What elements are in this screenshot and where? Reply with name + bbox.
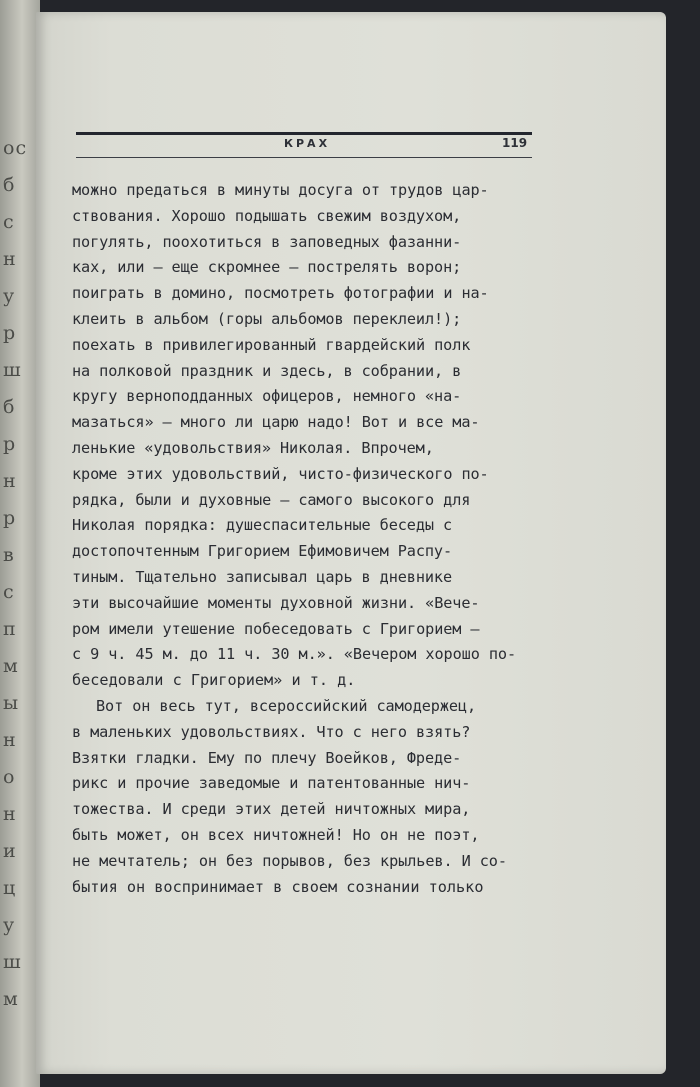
text-line: с 9 ч. 45 м. до 11 ч. 30 м.». «Вечером хорошо по- xyxy=(72,645,517,664)
text-line: тожества. И среди этих детей ничтожных мира, xyxy=(72,800,471,819)
text-line: на полковой праздник и здесь, в собрании, в xyxy=(72,361,462,380)
text-line: погулять, поохотиться в заповедных фазанни- xyxy=(72,232,462,251)
text-line: рикс и прочие заведомые и патентованные нич- xyxy=(72,774,471,793)
header-rule-thin xyxy=(76,157,532,158)
body-text xyxy=(72,178,542,900)
text-line: кругу верноподданных офицеров, немного «на- xyxy=(72,387,462,406)
text-line: кроме этих удовольствий, чисто-физического по- xyxy=(72,464,489,483)
text-line: рядка, были и духовные — самого высокого для xyxy=(72,490,471,509)
running-head: КРАХ xyxy=(284,137,331,150)
text-line: достопочтенным Григорием Ефимовичем Распу- xyxy=(72,542,453,561)
text-line: Вот он весь тут, всероссийский самодержец, xyxy=(96,696,477,715)
text-line: ках, или — еще скромнее — пострелять ворон; xyxy=(72,258,462,277)
text-line: ром имели утешение побеседовать с Григорием — xyxy=(72,619,480,638)
text-line: быть может, он всех ничтожней! Но он не поэт, xyxy=(72,825,480,844)
text-line: клеить в альбом (горы альбомов переклеил!); xyxy=(72,309,462,328)
previous-page-text-fragment: ос б с н у р ш б р н р в с п м ы н о н и ц у ш м xyxy=(3,137,28,1010)
text-line: в маленьких удовольствиях. Что с него взять? xyxy=(72,722,471,741)
text-line: поехать в привилегированный гвардейский полк xyxy=(72,335,471,354)
text-line: ленькие «удовольствия» Николая. Впрочем, xyxy=(72,438,434,457)
text-line: Николая порядка: душеспасительные беседы с xyxy=(72,516,453,535)
book-page xyxy=(36,12,666,1074)
previous-page-edge xyxy=(0,0,40,1087)
text-line: поиграть в домино, посмотреть фотографии и на- xyxy=(72,284,489,303)
page-number: 119 xyxy=(502,136,528,150)
text-line: беседовали с Григорием» и т. д. xyxy=(72,671,356,690)
text-line: эти высочайшие моменты духовной жизни. «Вече- xyxy=(72,593,480,612)
text-line: Взятки гладки. Ему по плечу Воейков, Фреде- xyxy=(72,748,462,767)
text-line: можно предаться в минуты досуга от трудов цар- xyxy=(72,181,489,199)
text-line: тиным. Тщательно записывал царь в дневнике xyxy=(72,567,453,586)
text-line: бытия он воспринимает в своем сознании только xyxy=(72,877,484,896)
text-line: не мечтатель; он без порывов, без крыльев. И со- xyxy=(72,851,507,870)
text-line: ствования. Хорошо подышать свежим воздухом, xyxy=(72,206,462,225)
text-line: мазаться» — много ли царю надо! Вот и все ма- xyxy=(72,413,480,432)
header-rule-thick xyxy=(76,132,532,135)
